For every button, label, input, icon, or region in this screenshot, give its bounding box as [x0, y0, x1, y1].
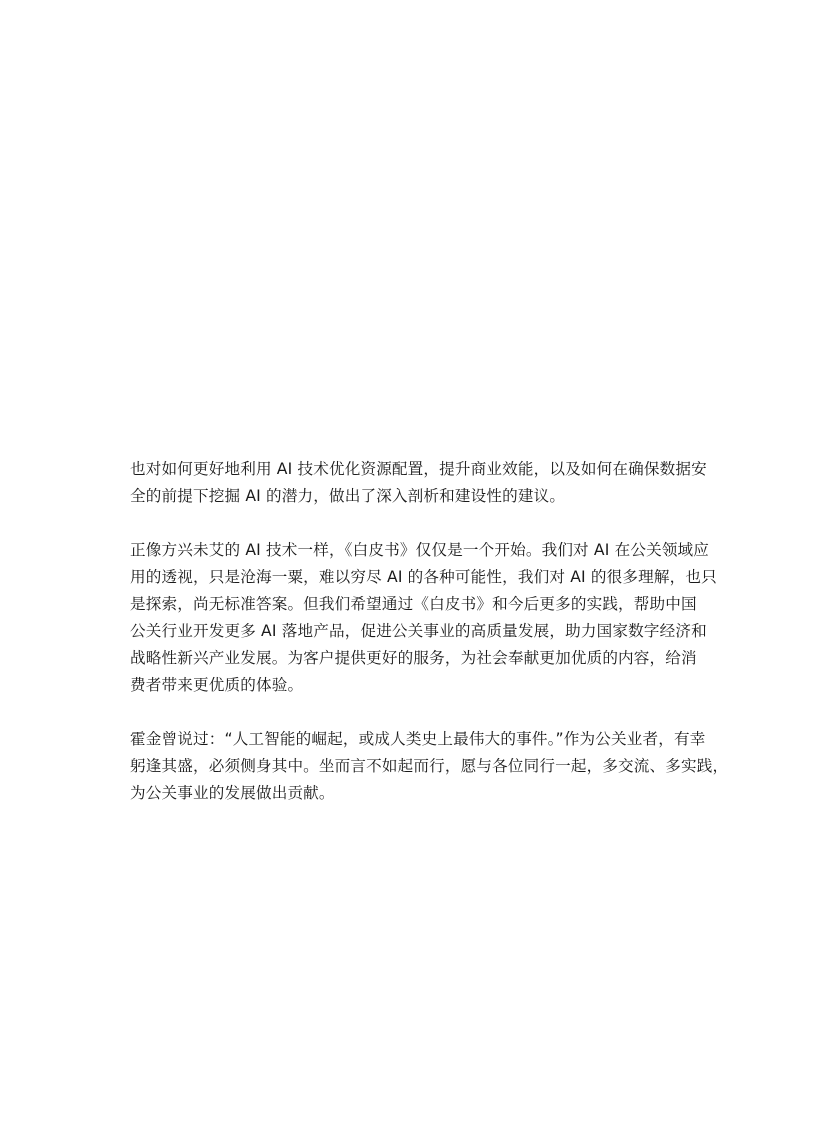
- text-line: 是探索，尚无标准答案。但我们希望通过《白皮书》和今后更多的实践，帮助中国: [130, 595, 697, 613]
- text-line: 为公关事业的发展做出贡献。: [130, 784, 335, 802]
- text-line: 费者带来更优质的体验。: [130, 676, 304, 694]
- text-line: 躬逢其盛，必须侧身其中。坐而言不如起而行，愿与各位同行一起，多交流、多实践，: [130, 757, 729, 775]
- text-line: 战略性新兴产业发展。为客户提供更好的服务，为社会奉献更加优质的内容，给消: [130, 649, 697, 667]
- paragraph-3: [130, 726, 729, 807]
- paragraph-2: [130, 537, 717, 699]
- text-line: 用的透视，只是沧海一粟，难以穷尽 AI 的各种可能性，我们对 AI 的很多理解，也只: [130, 568, 717, 586]
- text-line: 也对如何更好地利用 AI 技术优化资源配置，提升商业效能，以及如何在确保数据安: [130, 460, 707, 478]
- paragraph-1: [130, 456, 707, 510]
- text-line: 全的前提下挖掘 AI 的潜力，做出了深入剖析和建设性的建议。: [130, 487, 566, 505]
- body-text: [130, 456, 729, 834]
- text-line: 正像方兴未艾的 AI 技术一样，《白皮书》仅仅是一个开始。我们对 AI 在公关领域应: [130, 541, 710, 559]
- text-line: 公关行业开发更多 AI 落地产品，促进公关事业的高质量发展，助力国家数字经济和: [130, 622, 707, 640]
- text-line: 霍金曾说过：“人工智能的崛起，或成人类史上最伟大的事件。”作为公关业者，有幸: [130, 730, 706, 748]
